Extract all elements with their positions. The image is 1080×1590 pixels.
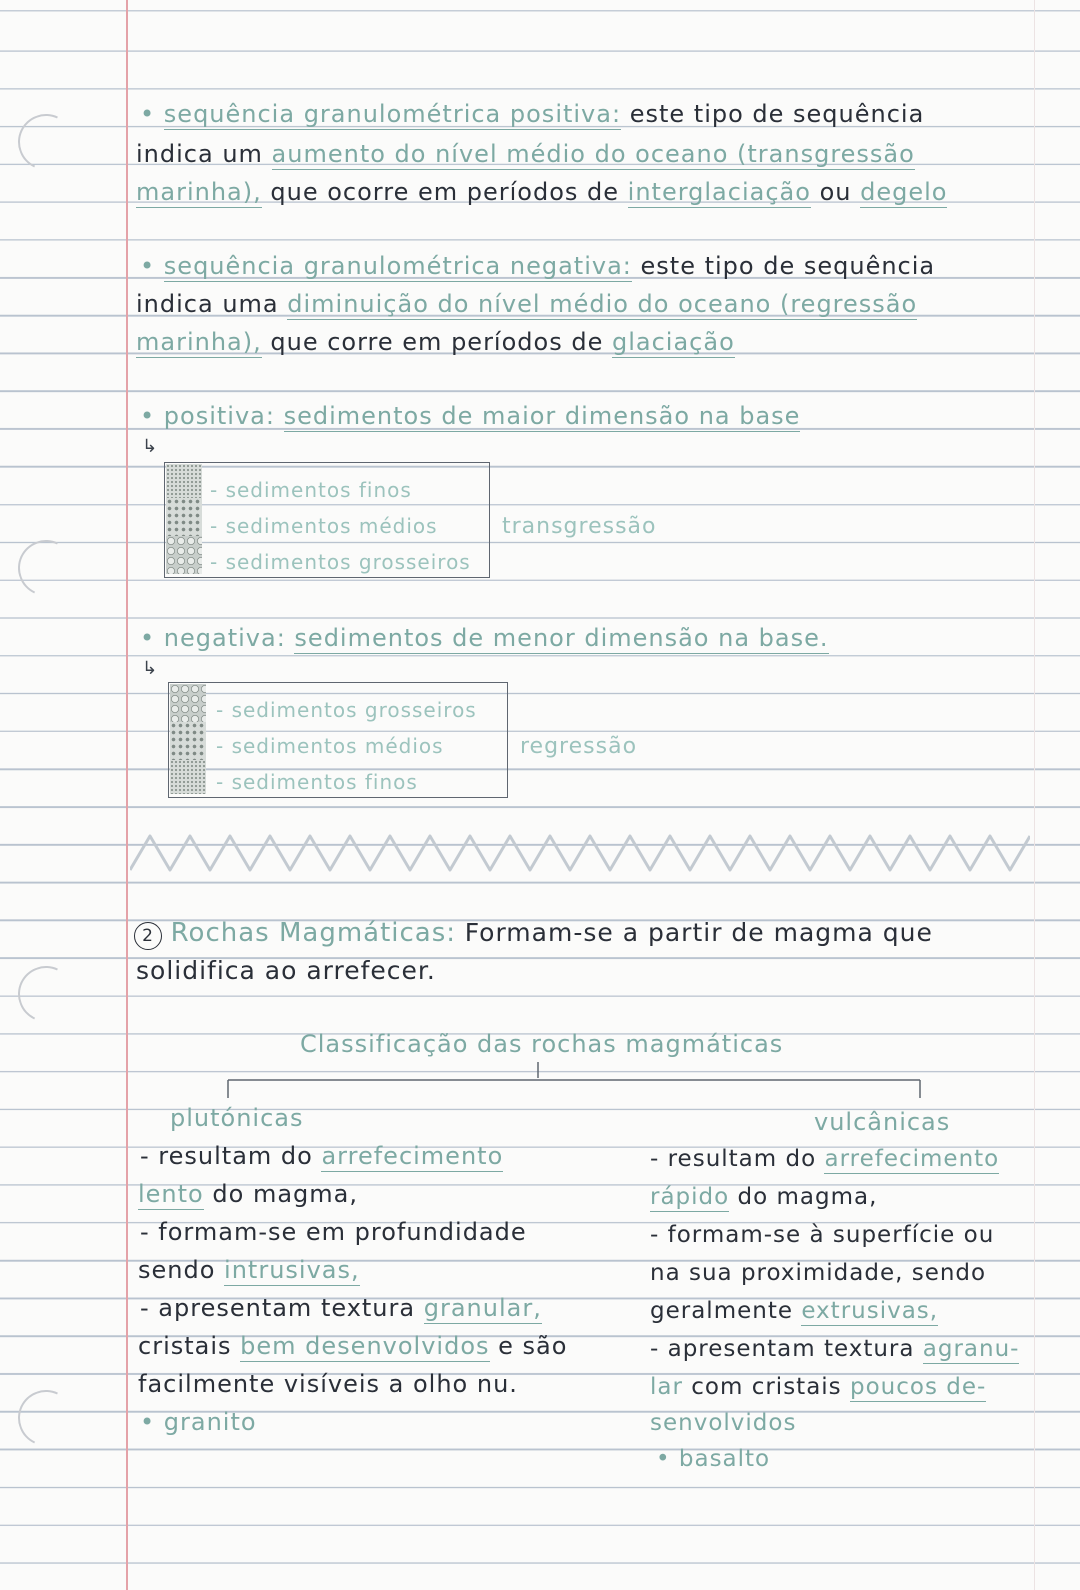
volcanic-line-3: - formam-se à superfície ou: [650, 1222, 995, 1248]
text: - resultam do: [650, 1146, 817, 1172]
text: - apresentam textura: [140, 1294, 416, 1322]
volcanic-line-7: [650, 1374, 986, 1400]
page-edge: [1034, 0, 1035, 1590]
highlight-text: bem desenvolvidos: [240, 1332, 490, 1360]
negative-sequence-line-2: [136, 290, 917, 318]
plutonic-line-3: - formam-se em profundidade: [140, 1218, 527, 1246]
text: que ocorre em períodos de: [270, 178, 620, 206]
negative-sequence-line-1: [140, 252, 935, 280]
positive-desc: sedimentos de maior dimensão na base: [283, 402, 801, 430]
highlight-text: rápido: [650, 1184, 730, 1210]
binder-hole: [10, 958, 82, 1030]
binder-hole: [10, 532, 82, 604]
text: - apresentam textura: [650, 1336, 915, 1362]
negative-layer-bottom: - sedimentos finos: [216, 770, 418, 794]
positive-label: • positiva:: [140, 402, 275, 430]
plutonic-title: plutónicas: [170, 1104, 304, 1132]
text: do magma,: [737, 1184, 878, 1210]
text: ou: [819, 178, 852, 206]
positive-diagram-heading: [140, 402, 800, 430]
margin-line: [126, 0, 128, 1590]
negative-sequence-text: este tipo de sequência: [640, 252, 936, 280]
volcanic-line-2: [650, 1184, 877, 1210]
negative-label: • negativa:: [140, 624, 286, 652]
volcanic-example: • basalto: [656, 1446, 771, 1472]
positive-sequence-line-1: [140, 100, 924, 128]
binder-hole: [10, 1382, 82, 1454]
regression-label: regressão: [520, 734, 638, 759]
volcanic-line-1: [650, 1146, 999, 1172]
plutonic-example: • granito: [140, 1408, 257, 1436]
text: - resultam do: [140, 1142, 313, 1170]
volcanic-title: vulcânicas: [814, 1108, 951, 1136]
text: que corre em períodos de: [270, 328, 604, 356]
highlight-text: agranu-: [922, 1336, 1020, 1362]
plutonic-line-5: [140, 1294, 542, 1322]
text: cristais: [138, 1332, 232, 1360]
magmatic-definition-line-2: solidifica ao arrefecer.: [136, 956, 436, 985]
classification-branch-lines: [220, 1060, 930, 1100]
highlight-text: poucos de-: [849, 1374, 987, 1400]
binder-hole: [10, 106, 82, 178]
plutonic-line-7: facilmente visíveis a olho nu.: [138, 1370, 518, 1398]
volcanic-line-4: na sua proximidade, sendo: [650, 1260, 987, 1286]
positive-sequence-term: sequência granulométrica positiva:: [163, 100, 622, 128]
positive-sequence-line-3: [136, 178, 947, 206]
bullet: •: [140, 100, 156, 128]
magmatic-title: Rochas Magmáticas:: [170, 918, 457, 948]
positive-column-box: [164, 462, 490, 578]
positive-sequence-line-2: [136, 140, 915, 168]
highlight-text: interglaciação: [627, 178, 811, 206]
volcanic-line-8: senvolvidos: [650, 1410, 797, 1436]
highlight-text: aumento do nível médio do oceano (transgressão: [271, 140, 915, 168]
negative-column-box: [168, 682, 508, 798]
text: indica um: [136, 140, 263, 168]
positive-sequence-text: este tipo de sequência: [629, 100, 925, 128]
text: geralmente: [650, 1298, 793, 1324]
bullet: •: [140, 252, 156, 280]
section-number-badge: 2: [134, 922, 162, 950]
magmatic-definition: Formam-se a partir de magma que: [464, 918, 933, 947]
negative-sequence-term: sequência granulométrica negativa:: [163, 252, 632, 280]
text: com cristais: [691, 1374, 842, 1400]
highlight-text: lar: [650, 1374, 683, 1400]
highlight-text: arrefecimento: [321, 1142, 504, 1170]
volcanic-line-5: [650, 1298, 938, 1324]
negative-diagram-heading: [140, 624, 829, 652]
highlight-text: extrusivas,: [801, 1298, 939, 1324]
highlight-text: lento: [138, 1180, 204, 1208]
transgression-label: transgressão: [502, 514, 657, 539]
text: indica uma: [136, 290, 279, 318]
positive-layer-top: - sedimentos finos: [210, 478, 412, 502]
plutonic-line-1: [140, 1142, 503, 1170]
highlight-text: degelo: [860, 178, 948, 206]
zigzag-divider: [130, 830, 1030, 876]
negative-layer-top: - sedimentos grosseiros: [216, 698, 477, 722]
highlight-text: glaciação: [611, 328, 735, 356]
highlight-text: marinha),: [136, 328, 262, 356]
text: do magma,: [212, 1180, 358, 1208]
negative-desc: sedimentos de menor dimensão na base.: [294, 624, 829, 652]
text: e são: [498, 1332, 568, 1360]
negative-layer-middle: - sedimentos médios: [216, 734, 444, 758]
text: sendo: [138, 1256, 216, 1284]
negative-sequence-line-3: [136, 328, 735, 356]
classification-title: Classificação das rochas magmáticas: [300, 1030, 784, 1058]
magmatic-definition-line-1: [134, 918, 933, 950]
positive-layer-bottom: - sedimentos grosseiros: [210, 550, 471, 574]
arrow-icon: ↳: [142, 436, 158, 457]
positive-layer-middle: - sedimentos médios: [210, 514, 438, 538]
highlight-text: marinha),: [136, 178, 262, 206]
highlight-text: intrusivas,: [224, 1256, 360, 1284]
plutonic-line-2: [138, 1180, 358, 1208]
highlight-text: diminuição do nível médio do oceano (regressão: [287, 290, 918, 318]
highlight-text: arrefecimento: [824, 1146, 1000, 1172]
plutonic-line-6: [138, 1332, 567, 1360]
highlight-text: granular,: [423, 1294, 542, 1322]
arrow-icon: ↳: [142, 658, 158, 679]
volcanic-line-6: [650, 1336, 1019, 1362]
plutonic-line-4: [138, 1256, 360, 1284]
